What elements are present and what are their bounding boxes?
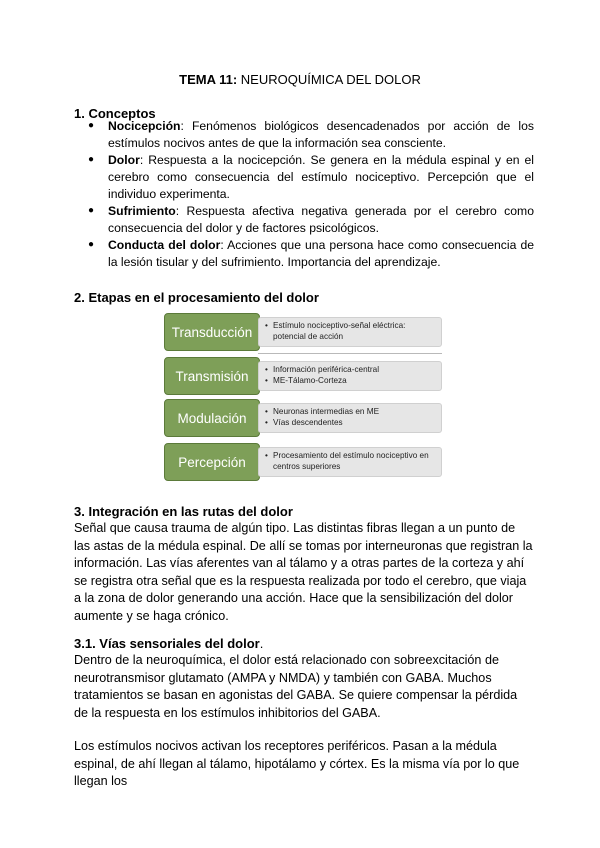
stage-label: Percepción xyxy=(164,443,260,481)
section3-heading: 3. Integración en las rutas del dolor xyxy=(74,504,293,519)
concepts-list xyxy=(74,118,534,271)
concept-item: ● Nocicepción: Fenómenos biológicos desencadenados por acción de los estímulos nocivos antes de que la información sea consciente. xyxy=(88,119,534,150)
pain-stages-diagram xyxy=(164,313,442,483)
section2-heading: 2. Etapas en el procesamiento del dolor xyxy=(74,290,319,305)
stage-transmision xyxy=(164,357,442,395)
divider xyxy=(258,353,442,354)
concept-item: ● Sufrimiento: Respuesta afectiva negativa generada por el cerebro como consecuencia del dolor y de factores psicológicos. xyxy=(88,204,534,235)
stage-label: Modulación xyxy=(164,399,260,437)
section31-paragraph-2: Los estímulos nocivos activan los receptores periféricos. Pasan a la médula espinal, de ahí llegan al tálamo, hipotálamo y córtex. Es la misma vía por lo que llegan los xyxy=(74,739,520,788)
stage-label: Transducción xyxy=(164,313,260,351)
section31-paragraph-1: Dentro de la neuroquímica, el dolor está relacionado con sobreexcitación de neurotransmisor glutamato (AMPA y NMDA) y también con GABA. Muchos tratamientos se basan en agonistas del GABA. Se quiere compensar la pérdida de la respuesta en los estímulos inhibitorios del GABA. xyxy=(74,653,518,720)
section3-paragraph: Señal que causa trauma de algún tipo. Las distintas fibras llegan a un punto de las astas de la médula espinal. De allí se tomas por interneuronas que registran la información. Las vías aferentes van al tálamo y a otras partes de la corteza y ahí se registra otra señal que es la respuesta realizada por todo el cerebro, que viaja a la zona de dolor generando una acción. Hace que la sensibilización del dolor aumente y se haga crónico. xyxy=(74,521,533,623)
stage-label: Transmisión xyxy=(164,357,260,395)
stage-details: • Información periférica-central • ME-Tálamo-Corteza xyxy=(258,361,442,391)
concept-item: ● Dolor: Respuesta a la nocicepción. Se genera en la médula espinal y en el cerebro como consecuencia del estímulo nociceptivo. Percepción que el individuo experimenta. xyxy=(88,153,534,201)
section1-heading: 1. Conceptos xyxy=(74,106,156,121)
stage-percepcion xyxy=(164,443,442,481)
stage-details: • Procesamiento del estímulo nociceptivo en centros superiores xyxy=(258,447,442,477)
stage-details: • Estímulo nociceptivo-señal eléctrica: potencial de acción xyxy=(258,317,442,347)
concept-item: ● Conducta del dolor: Acciones que una persona hace como consecuencia de la lesión tisular y del sufrimiento. Importancia del aprendizaje. xyxy=(88,238,534,269)
section31-heading: 3.1. Vías sensoriales del dolor. xyxy=(74,636,264,651)
stage-modulacion xyxy=(164,399,442,437)
stage-details: • Neuronas intermedias en ME • Vías descendentes xyxy=(258,403,442,433)
stage-transduccion xyxy=(164,313,442,351)
page-title: TEMA 11: NEUROQUÍMICA DEL DOLOR xyxy=(179,72,421,87)
